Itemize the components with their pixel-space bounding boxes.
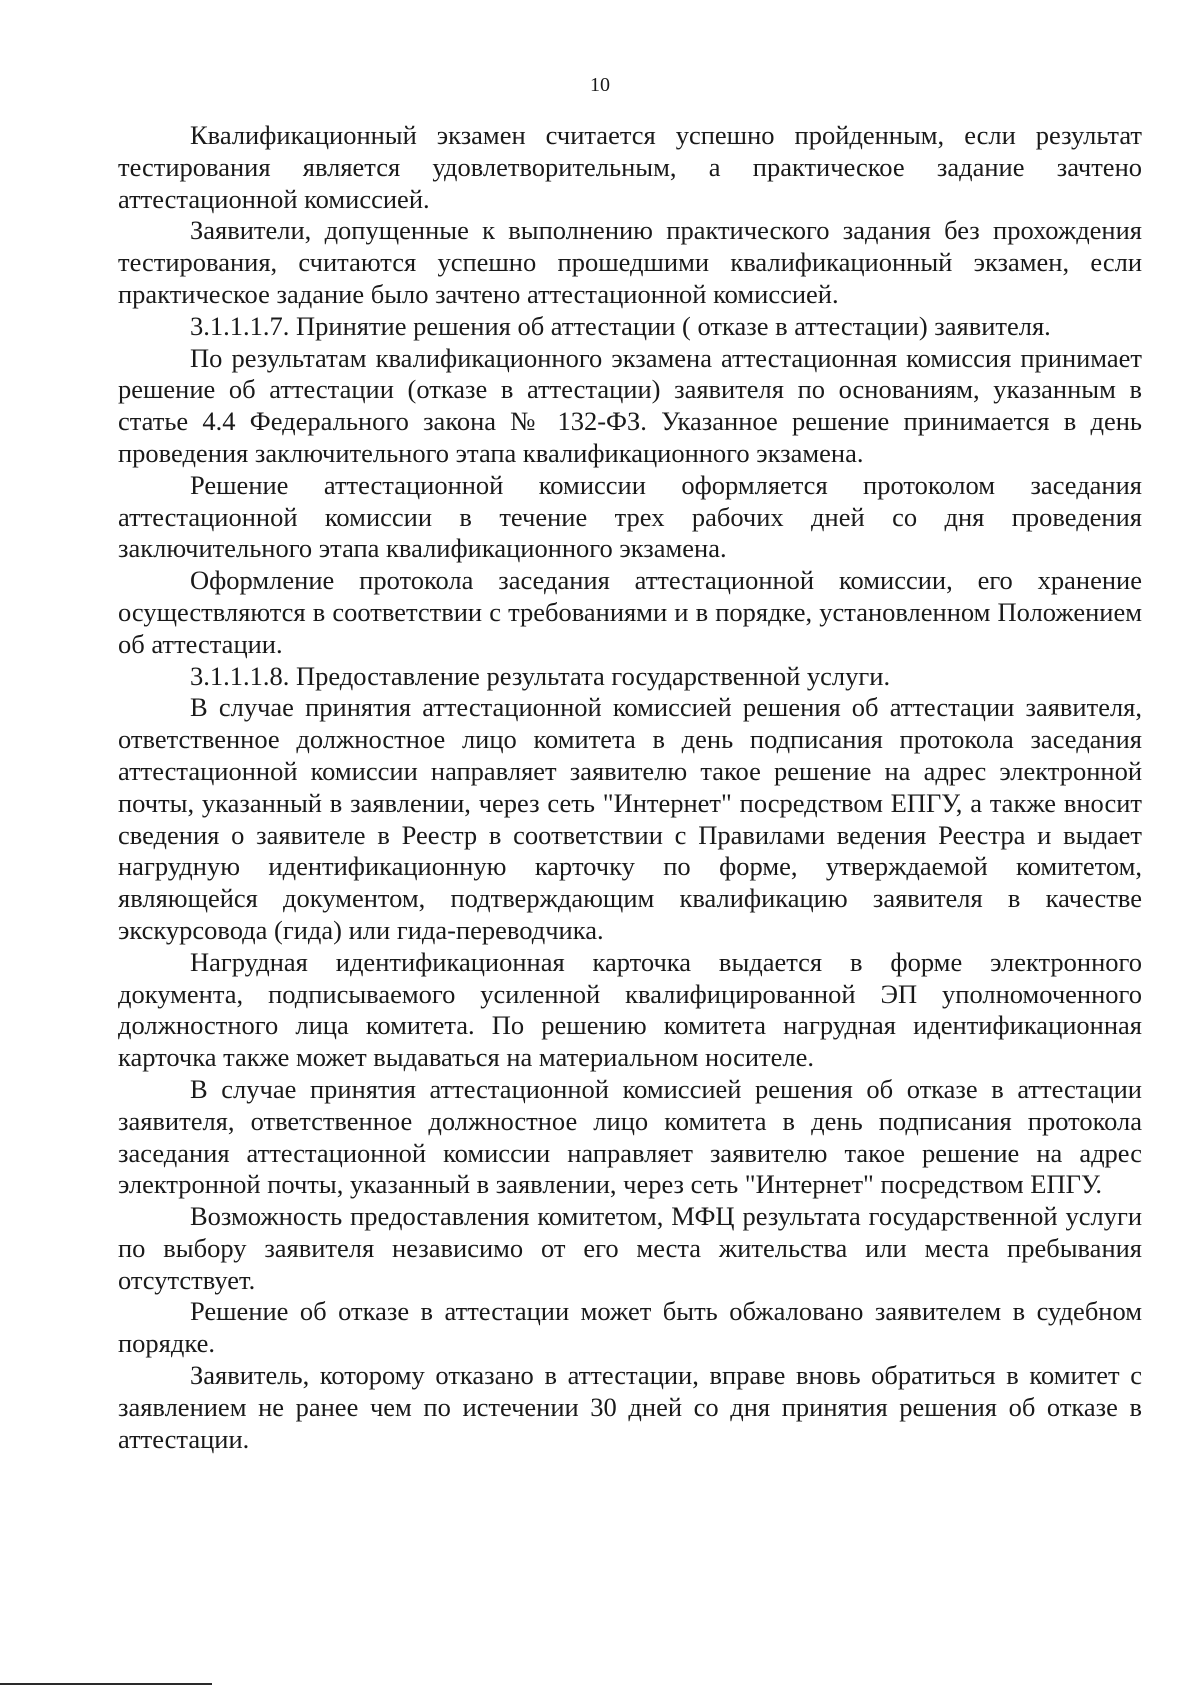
paragraph-attestation-granted: В случае принятия аттестационной комиссией решения об аттестации заявителя, ответственное должностное лицо комитета в день подписания протокола заседания аттестационной комиссии направляет заявителю такое решение на адрес электронной почты, указанный в заявлении, через сеть "Интернет" посредством ЕПГУ, а также вносит сведения о заявителе в Реестр в соответствии с Правилами ведения Реестра и выдает нагрудную идентификационную карточку по форме, утверждаемой комитетом, являющейся документом, подтверждающим квалификацию заявителя в качестве экскурсовода (гида) или гида-переводчика. [118, 692, 1142, 945]
paragraph-reapplication: Заявитель, которому отказано в аттестации, вправе вновь обратиться в комитет с заявлением не ранее чем по истечении 30 дней со дня принятия решения об отказе в аттестации. [118, 1360, 1142, 1454]
section-heading-3-1-1-1-7: 3.1.1.1.7. Принятие решения об аттестации ( отказе в аттестации) заявителя. [190, 310, 1051, 341]
section-heading-3-1-1-1-8: 3.1.1.1.8. Предоставление результата государственной услуги. [190, 660, 891, 691]
paragraph-attestation-refused: В случае принятия аттестационной комиссией решения об отказе в аттестации заявителя, ответственное должностное лицо комитета в день подписания протокола заседания аттестационной комиссии направляет заявителю такое решение на адрес электронной почты, указанный в заявлении, через сеть "Интернет" посредством ЕПГУ. [118, 1073, 1142, 1200]
document-body [118, 120, 1142, 1455]
page-number: 10 [590, 74, 610, 96]
paragraph-commission-decision: По результатам квалификационного экзамена аттестационная комиссия принимает решение об аттестации (отказе в аттестации) заявителя по основаниям, указанным в статье 4.4 Федерального закона № 132-ФЗ. Указанное решение принимается в день проведения заключительного этапа квалификационного экзамена. [118, 342, 1142, 468]
paragraph-service-result-choice: Возможность предоставления комитетом, МФЦ результата государственной услуги по выбору заявителя независимо от его места жительства или места пребывания отсутствует. [118, 1201, 1142, 1295]
paragraph-appeal: Решение об отказе в аттестации может быть обжаловано заявителем в судебном порядке. [118, 1296, 1142, 1359]
footer-divider [0, 1683, 212, 1685]
paragraph-exam-passed: Квалификационный экзамен считается успешно пройденным, если результат тестирования является удовлетворительным, а практическое задание зачтено аттестационной комиссией. [118, 120, 1142, 214]
paragraph-decision-protocol: Решение аттестационной комиссии оформляется протоколом заседания аттестационной комиссии в течение трех рабочих дней со дня проведения заключительного этапа квалификационного экзамена. [118, 469, 1142, 564]
paragraph-protocol-storage: Оформление протокола заседания аттестационной комиссии, его хранение осуществляются в соответствии с требованиями и в порядке, установленном Положением об аттестации. [118, 565, 1142, 659]
paragraph-id-card: Нагрудная идентификационная карточка выдается в форме электронного документа, подписываемого усиленной квалифицированной ЭП уполномоченного должностного лица комитета. По решению комитета нагрудная идентификационная карточка также может выдаваться на материальном носителе. [118, 946, 1142, 1073]
paragraph-applicants-without-testing: Заявители, допущенные к выполнению практического задания без прохождения тестирования, считаются успешно прошедшими квалификационный экзамен, если практическое задание было зачтено аттестационной комиссией. [118, 215, 1142, 309]
